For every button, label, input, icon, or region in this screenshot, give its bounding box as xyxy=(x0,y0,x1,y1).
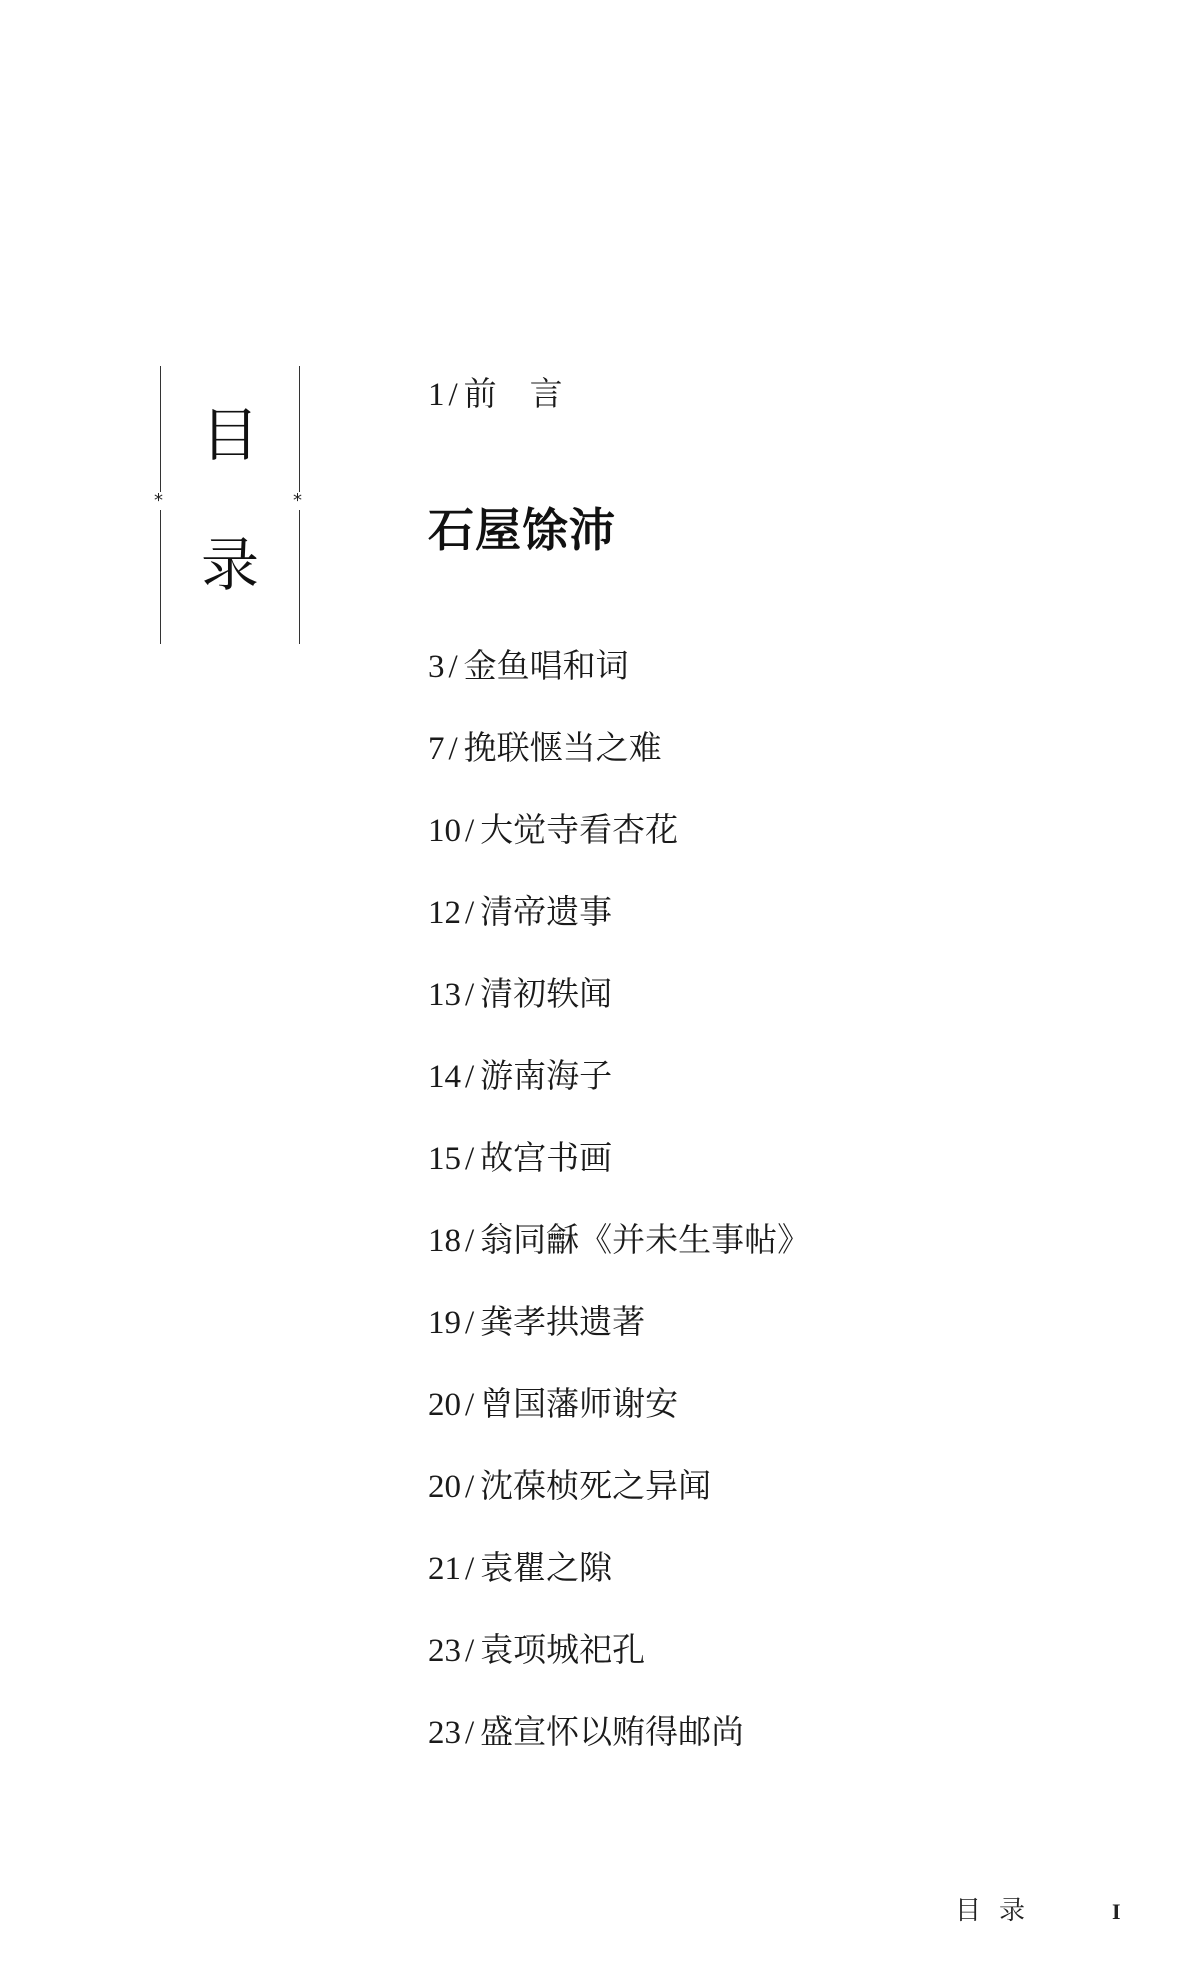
toc-entry[interactable] xyxy=(428,1056,612,1097)
toc-title: 大觉寺看杏花 xyxy=(480,810,679,849)
toc-separator: / xyxy=(465,977,475,1013)
section-heading: 石屋馀沛 xyxy=(428,503,616,557)
toc-entry[interactable] xyxy=(428,974,612,1015)
toc-page-number: 1 xyxy=(428,377,445,413)
toc-entry[interactable] xyxy=(428,892,612,933)
toc-page-number: 19 xyxy=(428,1305,461,1341)
toc-separator: / xyxy=(465,1715,475,1751)
toc-entry[interactable] xyxy=(428,1384,678,1425)
toc-title: 游南海子 xyxy=(480,1056,613,1095)
toc-separator: / xyxy=(465,1305,475,1341)
toc-title: 金鱼唱和词 xyxy=(463,646,629,685)
page-number: I xyxy=(1112,1899,1121,1924)
toc-title: 挽联惬当之难 xyxy=(463,728,662,767)
toc-title-block xyxy=(154,366,302,644)
toc-title: 故宫书画 xyxy=(480,1138,613,1177)
toc-page-number: 14 xyxy=(428,1059,461,1095)
toc-page-number: 15 xyxy=(428,1141,461,1177)
toc-separator: / xyxy=(465,813,475,849)
toc-separator: / xyxy=(465,1141,475,1177)
toc-separator: / xyxy=(465,1551,475,1587)
toc-separator: / xyxy=(465,1059,475,1095)
ornament-right: * xyxy=(293,490,302,511)
toc-page-number: 12 xyxy=(428,895,461,931)
toc-title: 清帝遗事 xyxy=(480,892,613,931)
toc-entry[interactable] xyxy=(428,1138,612,1179)
toc-title: 翁同龢《并未生事帖》 xyxy=(480,1220,811,1259)
toc-entry[interactable] xyxy=(428,1548,612,1589)
toc-separator: / xyxy=(448,649,458,685)
toc-separator: / xyxy=(465,895,475,931)
toc-entry[interactable] xyxy=(428,1712,744,1753)
toc-separator: / xyxy=(465,1223,475,1259)
toc-entry[interactable] xyxy=(428,1302,645,1343)
title-char-2: 录 xyxy=(200,531,259,599)
toc-title: 曾国藩师谢安 xyxy=(480,1384,679,1423)
toc-page-number: 7 xyxy=(428,731,445,767)
toc-title: 盛宣怀以贿得邮尚 xyxy=(480,1712,745,1751)
ornament-left: * xyxy=(154,490,163,511)
toc-separator: / xyxy=(465,1469,475,1505)
toc-page-number: 21 xyxy=(428,1551,461,1587)
toc-separator: / xyxy=(465,1387,475,1423)
toc-entry-preface[interactable] xyxy=(428,374,563,415)
toc-entry[interactable] xyxy=(428,646,629,687)
toc-title: 龚孝拱遗著 xyxy=(480,1302,646,1341)
toc-title: 袁项城祀孔 xyxy=(480,1630,646,1669)
toc-entry[interactable] xyxy=(428,1220,810,1261)
toc-entry[interactable] xyxy=(428,1630,645,1671)
toc-entry[interactable] xyxy=(428,810,678,851)
toc-page-number: 18 xyxy=(428,1223,461,1259)
toc-title: 沈葆桢死之异闻 xyxy=(480,1466,712,1505)
toc-title: 袁瞿之隙 xyxy=(480,1548,613,1587)
toc-page-number: 23 xyxy=(428,1633,461,1669)
toc-page-number: 23 xyxy=(428,1715,461,1751)
toc-entry[interactable] xyxy=(428,728,662,769)
toc-entry[interactable] xyxy=(428,1466,711,1507)
toc-page-number: 20 xyxy=(428,1469,461,1505)
toc-title: 清初轶闻 xyxy=(480,974,613,1013)
toc-page-number: 3 xyxy=(428,649,445,685)
toc-page-number: 13 xyxy=(428,977,461,1013)
title-char-1: 目 xyxy=(200,401,259,469)
toc-separator: / xyxy=(448,731,458,767)
toc-title: 前 言 xyxy=(463,374,563,413)
toc-separator: / xyxy=(448,377,458,413)
toc-separator: / xyxy=(465,1633,475,1669)
toc-page-number: 10 xyxy=(428,813,461,849)
running-title: 目录 xyxy=(955,1896,1044,1926)
toc-page-number: 20 xyxy=(428,1387,461,1423)
